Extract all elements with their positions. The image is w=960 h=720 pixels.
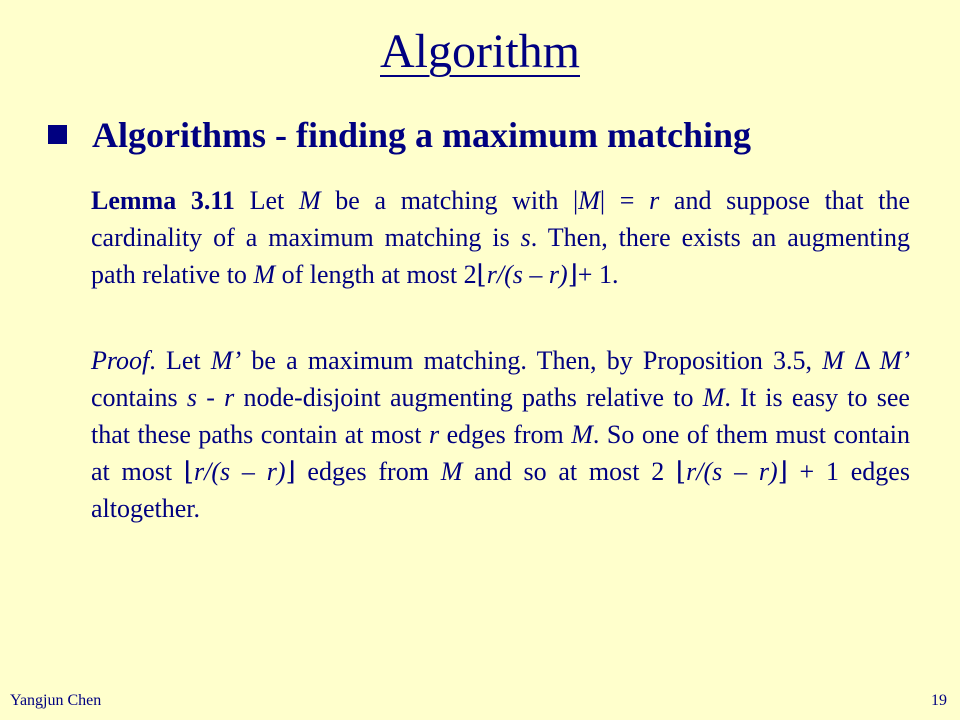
proof-text: . So one of them must contain at most ⌊ xyxy=(91,420,910,486)
lemma-text: ⌋+ 1. xyxy=(567,260,619,289)
slide-title: Algorithm xyxy=(380,25,580,78)
math-var: M xyxy=(578,186,600,215)
proof-text: ⌋ + 1 edges altogether. xyxy=(91,457,910,523)
lemma-text: and suppose that the cardinality of a maximum matching is xyxy=(91,186,911,252)
math-var: M xyxy=(571,420,593,449)
square-bullet-icon xyxy=(48,125,67,144)
proof-text: . It is easy to see that these paths contain at most xyxy=(91,383,910,449)
math-var: M xyxy=(253,260,276,289)
proof-text: and so at most 2 ⌊ xyxy=(462,457,687,486)
math-expression: r/(s – r) xyxy=(686,457,778,486)
math-var: s xyxy=(186,383,198,412)
math-var: M xyxy=(702,383,725,412)
math-var: r xyxy=(649,186,660,215)
footer-author: Yangjun Chen xyxy=(10,692,102,709)
lemma-text: . Then, there exists an augmenting path relative to xyxy=(91,223,910,289)
lemma-text: be a matching with | xyxy=(320,186,579,215)
proof-label: Proof xyxy=(91,346,150,375)
proof-text: node-disjoint augmenting paths relative to xyxy=(234,383,703,412)
proof-text: contains xyxy=(91,383,187,412)
proof-text: - xyxy=(197,383,225,412)
math-var: r xyxy=(224,383,235,412)
math-var: M xyxy=(822,346,844,375)
proof-paragraph xyxy=(91,342,910,527)
lemma-label: Lemma 3.11 xyxy=(91,186,235,215)
page-number: 19 xyxy=(931,692,947,709)
math-var: r xyxy=(428,420,440,449)
math-var: M’ xyxy=(210,346,242,375)
math-var: s xyxy=(520,223,531,252)
lemma-paragraph xyxy=(91,182,910,293)
math-expression: r/(s – r) xyxy=(194,457,286,486)
proof-text: edges from xyxy=(439,420,572,449)
math-var: M’ xyxy=(879,346,911,375)
proof-text: be a maximum matching. Then, by Proposition 3.5, xyxy=(241,346,823,375)
bullet-item xyxy=(48,112,928,162)
math-var: M xyxy=(440,457,463,486)
math-expression: r/(s – r) xyxy=(486,260,568,289)
bullet-heading: Algorithms - finding a maximum matching xyxy=(92,115,752,155)
lemma-text: of length at most 2⌊ xyxy=(275,260,487,289)
lemma-text: | = xyxy=(599,186,650,215)
proof-text: Δ xyxy=(843,346,880,375)
lemma-text: Let xyxy=(234,186,299,215)
proof-text: ⌋ edges from xyxy=(285,457,441,486)
proof-text: . Let xyxy=(149,346,211,375)
math-var: M xyxy=(298,186,321,215)
